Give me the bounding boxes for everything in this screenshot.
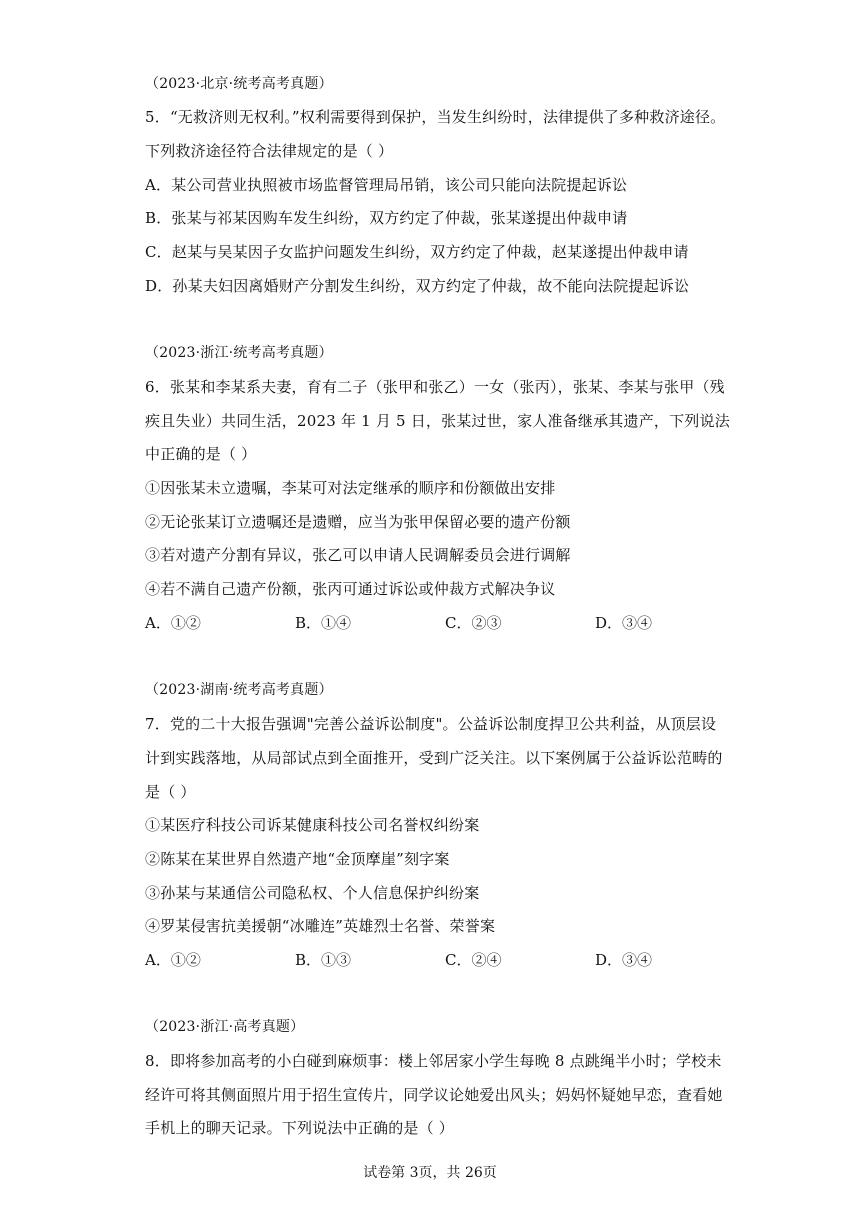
question-7-item-1: ①某医疗科技公司诉某健康科技公司名誉权纠纷案 (145, 816, 480, 834)
question-6-item-2: ②无论张某订立遗嘱还是遗赠，应当为张甲保留必要的遗产份额 (145, 513, 571, 531)
question-7-stem-line-1: 7．党的二十大报告强调"完善公益诉讼制度"。公益诉讼制度捍卫公共利益，从顶层设 (145, 715, 717, 733)
question-7-item-3: ③孙某与某通信公司隐私权、个人信息保护纠纷案 (145, 884, 480, 902)
question-7-stem-line-2: 计到实践落地，从局部试点到全面推开，受到广泛关注。以下案例属于公益诉讼范畴的 (145, 749, 723, 767)
question-6-item-3: ③若对遗产分割有异议，张乙可以申请人民调解委员会进行调解 (145, 546, 571, 564)
question-6-choice-a: A．①② (145, 614, 201, 632)
question-7-stem-line-3: 是（ ） (145, 783, 196, 801)
question-6-choice-c: C．②③ (445, 614, 502, 632)
question-7-item-2: ②陈某在某世界自然遗产地“金顶摩崖”刻字案 (145, 850, 450, 868)
question-5-source: （2023·北京·统考高考真题） (145, 76, 333, 92)
question-7-source: （2023·湖南·统考高考真题） (145, 682, 333, 698)
page-footer: 试卷第 3页，共 26页 (363, 1165, 497, 1181)
question-5-option-c: C．赵某与吴某因子女监护问题发生纠纷，双方约定了仲裁，赵某遂提出仲裁申请 (145, 243, 689, 261)
question-6-stem-line-2: 疾且失业）共同生活，2023 年 1 月 5 日，张某过世，家人准备继承其遗产，下列说法 (145, 412, 730, 430)
question-7-choice-a: A．①② (145, 951, 201, 969)
question-5-stem-line-2: 下列救济途径符合法律规定的是（ ） (145, 142, 394, 160)
question-5-option-a: A．某公司营业执照被市场监督管理局吊销，该公司只能向法院提起诉讼 (145, 176, 628, 194)
question-6-item-4: ④若不满自己遗产份额，张丙可通过诉讼或仲裁方式解决争议 (145, 580, 556, 598)
question-7-choice-d: D．③④ (595, 951, 653, 969)
question-6-stem-line-1: 6．张某和李某系夫妻，育有二子（张甲和张乙）一女（张丙），张某、李某与张甲（残 (145, 378, 725, 396)
question-7-choice-c: C．②④ (445, 951, 502, 969)
question-8-stem-line-3: 手机上的聊天记录。下列说法中正确的是（ ） (145, 1119, 454, 1137)
question-5-option-d: D．孙某夫妇因离婚财产分割发生纠纷，双方约定了仲裁，故不能向法院提起诉讼 (145, 277, 690, 295)
question-8-source: （2023·浙江·高考真题） (145, 1019, 305, 1035)
question-6-stem-line-3: 中正确的是（ ） (145, 445, 257, 463)
question-6-item-1: ①因张某未立遗嘱，李某可对法定继承的顺序和份额做出安排 (145, 479, 556, 497)
question-6-choice-d: D．③④ (595, 614, 653, 632)
question-5-stem-line-1: 5．“无救济则无权利。”权利需要得到保护，当发生纠纷时，法律提供了多种救济途径。 (145, 108, 726, 126)
question-8-stem-line-1: 8．即将参加高考的小白碰到麻烦事：楼上邻居家小学生每晚 8 点跳绳半小时；学校未 (145, 1052, 722, 1070)
question-5-option-b: B．张某与祁某因购车发生纠纷，双方约定了仲裁，张某遂提出仲裁申请 (145, 209, 628, 227)
question-7-item-4: ④罗某侵害抗美援朝“冰雕连”英雄烈士名誉、荣誉案 (145, 917, 496, 935)
question-6-source: （2023·浙江·统考高考真题） (145, 345, 333, 361)
question-8-stem-line-2: 经许可将其侧面照片用于招生宣传片，同学议论她爱出风头；妈妈怀疑她早恋，查看她 (145, 1086, 723, 1104)
question-7-choice-b: B．①③ (295, 951, 352, 969)
question-6-choice-b: B．①④ (295, 614, 352, 632)
